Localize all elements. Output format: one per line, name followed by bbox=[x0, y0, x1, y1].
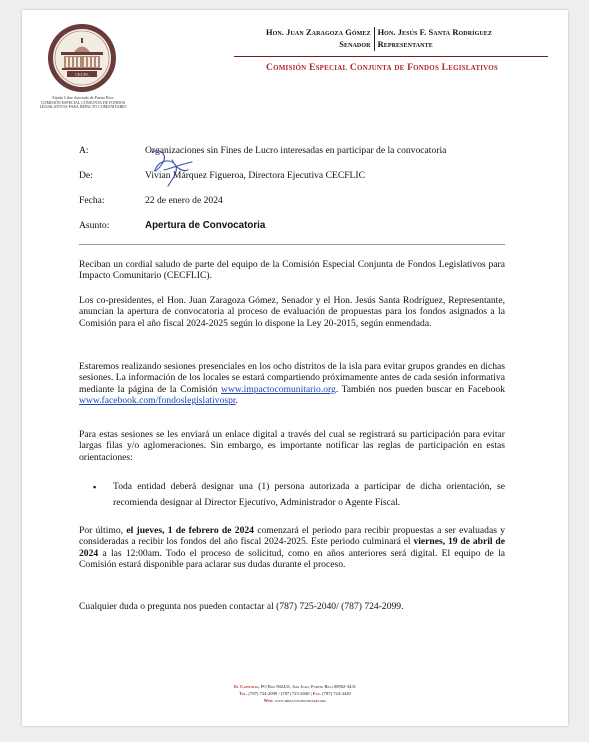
footer-web: Web: www.impactocomunitario.org bbox=[263, 698, 327, 703]
senator-name: Hon. Juan Zaragoza Gómez bbox=[265, 28, 371, 37]
commission-seal-logo bbox=[47, 23, 117, 93]
paragraph-sessions: Estaremos realizando sesiones presenciales en los ocho distritos de la isla para evitar grupos grandes en dichas sesiones. La información de los locales se estará compartiendo próximamente antes de cada sesión informativa mediante la página de la Comisión www.impactocomunitario.org. También nos pueden buscar en Facebook www.facebook.com/fondoslegislativospr. bbox=[79, 361, 505, 407]
senator-block bbox=[263, 27, 375, 51]
paragraph-dates: Por último, el jueves, 1 de febrero de 2024 comenzará el periodo para recibir propuestas a ser evaluadas y consideradas a recibir los fondos del año fiscal 2024-2025. Este periodo culminará el viernes, 19 de abril de 2024 a las 12:00am. Todo el proceso de solicitud, como en años anteriores será digital. El equipo de la Comisión estará disponible para aclarar sus dudas durante el proceso. bbox=[79, 525, 505, 571]
document-page: CECFL Estado Libre Asociado de Puerto Rico COMISIÓN ESPECIAL CONJUNTA DE FONDOS LEGISLATIVOS PARA IMPACTO COMUNITARIO Hon. Juan Zaragoza Gómez Senador Hon. Jesús F. Santa Rodríguez Representante Comisión Especial Conjunta de Fondos Legislativos A: Organizaciones sin Fines de Lucro interesadas en participar de la convocatoria De: Vivian Márquez Figueroa, Directora Ejecutiva CECFLIC Fecha: 22 de enero de 2024 Asunto: Apertura de Convocatoria Reciban un cordial saludo de parte del equipo de la Comisión Especial Conjunta de Fondos Legislativos para Impacto Comunitario (CECFLIC). Los co-presidentes, el Hon. Juan Zaragoza Gómez, Senador y el Hon. Jesús Santa Rodríguez, Representante, anuncian la apertura de convocatoria al proceso de evaluación de propuestas para los fondos asignados a la Comisión para el año fiscal 2024-2025 según lo dispone la Ley 20-2015, según enmendada. Estaremos realizando sesiones presenciales en los ocho distritos de la isla para evitar grupos grandes en dichas sesiones. La información de los locales se estará compartiendo próximamente antes de cada sesión informativa mediante la página de la Comisión www.impactocomunitario.org. También nos pueden buscar en Facebook www.facebook.com/fondoslegislativospr. Para estas sesiones se les enviará un enlace digital a través del cual se registrará su participación para evitar largas filas y/o aglomeraciones. Sin embargo, es importante notificar las reglas de participación en estas orientaciones: ▪ Toda entidad deberá designar una (1) persona autorizada a participar de dicha orientación, se recomienda designar al Director Ejecutivo, Administrador o Agente Fiscal. Por último, el jueves, 1 de febrero de 2024 comenzará el periodo para recibir propuestas a ser evaluadas y consideradas a recibir los fondos del año fiscal 2024-2025. Este periodo culminará el viernes, 19 de abril de 2024 a las 12:00am. Todo el proceso de solicitud, como en años anteriores será digital. El equipo de la Comisión estará disponible para aclarar sus dudas durante el proceso. Cualquier duda o pregunta nos pueden contactar al (787) 725-2040/ (787) 724-2099. El Capitolio, PO Box 902431, San Juan, Puerto Rico 00902-3431 Tel. (787) 724-2099 / (787) 725-2040 | Fax. (787) 724-4449 Web: www.impactocomunitario.org bbox=[22, 10, 568, 726]
paragraph-greeting: Reciban un cordial saludo de parte del equipo de la Comisión Especial Conjunta de Fondos Legislativos para Impacto Comunitario (CECFLIC). bbox=[79, 259, 505, 282]
bullet-text: Toda entidad deberá designar una (1) persona autorizada a participar de dicha orientación, se recomienda designar al Director Ejecutivo, Administrador o Agente Fiscal. bbox=[113, 481, 505, 508]
footer-phones: Tel. (787) 724-2099 / (787) 725-2040 | Fax. (787) 724-4449 bbox=[239, 691, 351, 696]
header-divider bbox=[234, 56, 548, 57]
memo-divider bbox=[79, 244, 505, 245]
commission-title: Comisión Especial Conjunta de Fondos Legislativos bbox=[265, 62, 499, 73]
representative-block bbox=[375, 27, 495, 51]
letterhead-footer bbox=[142, 683, 448, 704]
seal-caption: Estado Libre Asociado de Puerto Rico COMISIÓN ESPECIAL CONJUNTA DE FONDOS LEGISLATIVOS PARA IMPACTO COMUNITARIO bbox=[39, 95, 127, 109]
paragraph-announcement: Los co-presidentes, el Hon. Juan Zaragoza Gómez, Senador y el Hon. Jesús Santa Rodríguez, Representante, anuncian la apertura de convocatoria al proceso de evaluación de propuestas para los fondos asignados a la Comisión para el año fiscal 2024-2025 según lo dispone la Ley 20-2015, según enmendada. bbox=[79, 295, 505, 329]
paragraph-registration: Para estas sesiones se les enviará un enlace digital a través del cual se registrará su participación para evitar largas filas y/o aglomeraciones. Sin embargo, es importante notificar las reglas de participación en estas orientaciones: bbox=[79, 429, 505, 463]
website-link[interactable]: www.impactocomunitario.org bbox=[221, 383, 336, 395]
paragraph-contact: Cualquier duda o pregunta nos pueden contactar al (787) 725-2040/ (787) 724-2099. bbox=[79, 601, 404, 612]
bullet-marker-icon: ▪ bbox=[93, 482, 97, 492]
representative-name: Hon. Jesús F. Santa Rodríguez bbox=[377, 28, 493, 37]
letterhead-names bbox=[214, 27, 544, 51]
memo-subject-value: Apertura de Convocatoria bbox=[145, 220, 266, 231]
handwritten-signature bbox=[142, 146, 198, 190]
memo-date-value: 22 de enero de 2024 bbox=[145, 195, 223, 206]
senator-role: Senador bbox=[339, 40, 371, 49]
memo-to-value: Organizaciones sin Fines de Lucro interesadas en participar de la convocatoria bbox=[145, 145, 447, 156]
footer-address: El Capitolio, PO Box 902431, San Juan, Puerto Rico 00902-3431 bbox=[233, 684, 357, 689]
seal-text: CECFL bbox=[74, 72, 90, 77]
bullet-item bbox=[93, 479, 505, 511]
memo-from-value: Vivian Márquez Figueroa, Directora Ejecutiva CECFLIC bbox=[145, 170, 366, 181]
facebook-link[interactable]: www.facebook.com/fondoslegislativospr bbox=[79, 395, 236, 407]
representative-role: Representante bbox=[377, 40, 433, 49]
